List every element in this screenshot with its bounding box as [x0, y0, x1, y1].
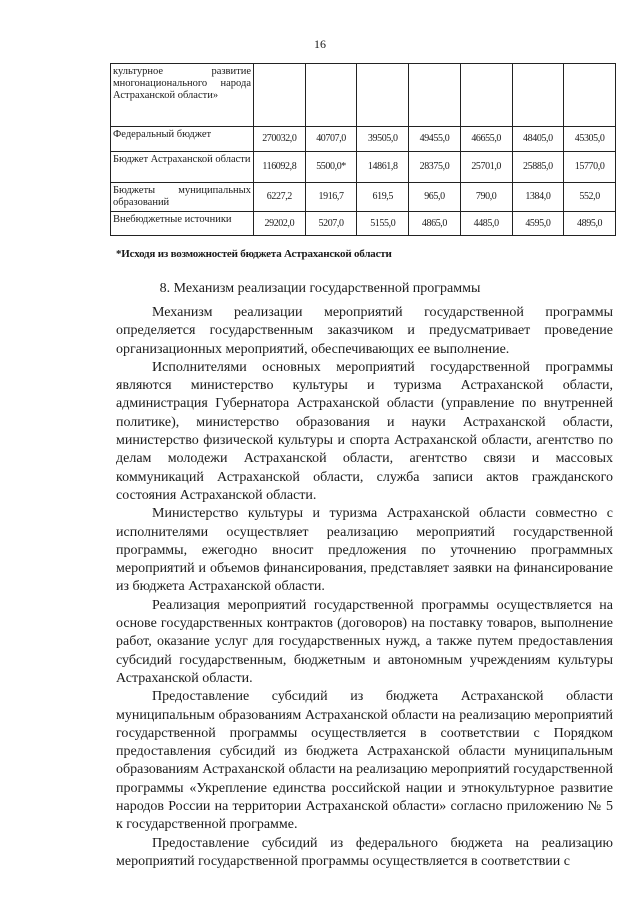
table-cell: 49455,0 — [409, 127, 461, 152]
table-cell: 45305,0 — [564, 127, 616, 152]
table-cell — [512, 64, 564, 127]
table-cell: 1384,0 — [512, 183, 564, 212]
row-label: культурное развитие многонационального народа Астраханской области» — [111, 64, 254, 127]
table-cell: 4485,0 — [460, 212, 512, 236]
table-cell: 270032,0 — [254, 127, 306, 152]
row-label: Федеральный бюджет — [111, 127, 254, 152]
table-row — [111, 212, 616, 236]
table-cell: 28375,0 — [409, 152, 461, 183]
paragraph: Реализация мероприятий государственной программы осуществляется на основе государственных контрактов (договоров) на поставку товаров, выполнение работ, оказание услуг для государственных нужд, а также путем предоставления субсидий государственным, бюджетным и автономным учреждениям культуры Астраханской области. — [116, 597, 613, 686]
table-cell: 25701,0 — [460, 152, 512, 183]
paragraph: Исполнителями основных мероприятий государственной программы являются министерство культуры и туризма Астраханской области, администрация Губернатора Астраханской области (управление по внутренней политике), министерство образования и науки Астраханской области, министерство физической культуры и спорта Астраханской области, агентство по делам молодежи Астраханской области, агентство связи и массовых коммуникаций Астраханской области, служба записи актов гражданского состояния Астраханской области. — [116, 359, 613, 503]
table-row — [111, 64, 616, 127]
table-row — [111, 152, 616, 183]
table-cell: 48405,0 — [512, 127, 564, 152]
row-label: Бюджеты муниципальных образований — [111, 183, 254, 212]
row-label: Бюджет Астраханской области — [111, 152, 254, 183]
table-cell: 552,0 — [564, 183, 616, 212]
budget-table — [110, 63, 616, 236]
paragraph: Предоставление субсидий из федерального бюджета на реализацию мероприятий государственной программы осуществляется в соответствии с — [116, 835, 613, 869]
table-cell: 4895,0 — [564, 212, 616, 236]
paragraph: Предоставление субсидий из бюджета Астраханской области муниципальным образованиям Астраханской области на реализацию мероприятий государственной программы осуществляется в соответствии с Порядком предоставления субсидий из бюджета Астраханской области муниципальным образованиям Астраханской области на реализацию мероприятий государственной программы «Укрепление единства российской нации и этнокультурное развитие народов России на территории Астраханской области» согласно приложению № 5 к государственной программе. — [116, 689, 613, 833]
table-cell — [409, 64, 461, 127]
paragraph: Министерство культуры и туризма Астраханской области совместно с исполнителями осуществляет реализацию мероприятий государственной программы, ежегодно вносит предложения по уточнению программных мероприятий и объемов финансирования, представляет заявки на финансирование из бюджета Астраханской области. — [116, 506, 613, 595]
table-cell: 4595,0 — [512, 212, 564, 236]
table-cell — [460, 64, 512, 127]
table-cell: 116092,8 — [254, 152, 306, 183]
table-cell: 46655,0 — [460, 127, 512, 152]
table-cell: 619,5 — [357, 183, 409, 212]
table-cell: 14861,8 — [357, 152, 409, 183]
section-title: 8. Механизм реализации государственной программы — [159, 281, 481, 296]
table-cell: 29202,0 — [254, 212, 306, 236]
table-cell — [305, 64, 357, 127]
body-text — [116, 304, 613, 871]
table-cell: 790,0 — [460, 183, 512, 212]
table-cell: 965,0 — [409, 183, 461, 212]
table-cell: 5500,0* — [305, 152, 357, 183]
table-cell: 5207,0 — [305, 212, 357, 236]
table-cell — [357, 64, 409, 127]
page-number: 16 — [314, 37, 326, 51]
table-footnote: *Исходя из возможностей бюджета Астраханской области — [116, 248, 392, 260]
table-cell: 39505,0 — [357, 127, 409, 152]
table-cell: 5155,0 — [357, 212, 409, 236]
table-cell: 6227,2 — [254, 183, 306, 212]
table-cell: 40707,0 — [305, 127, 357, 152]
table-cell: 4865,0 — [409, 212, 461, 236]
table-cell: 15770,0 — [564, 152, 616, 183]
table-row — [111, 127, 616, 152]
table-cell — [564, 64, 616, 127]
table-row — [111, 183, 616, 212]
table-cell: 25885,0 — [512, 152, 564, 183]
paragraph: Механизм реализации мероприятий государственной программы определяется государственным заказчиком и предусматривает проведение организационных мероприятий, обеспечивающих ее выполнение. — [116, 305, 613, 357]
table-cell: 1916,7 — [305, 183, 357, 212]
row-label: Внебюджетные источники — [111, 212, 254, 236]
table-cell — [254, 64, 306, 127]
